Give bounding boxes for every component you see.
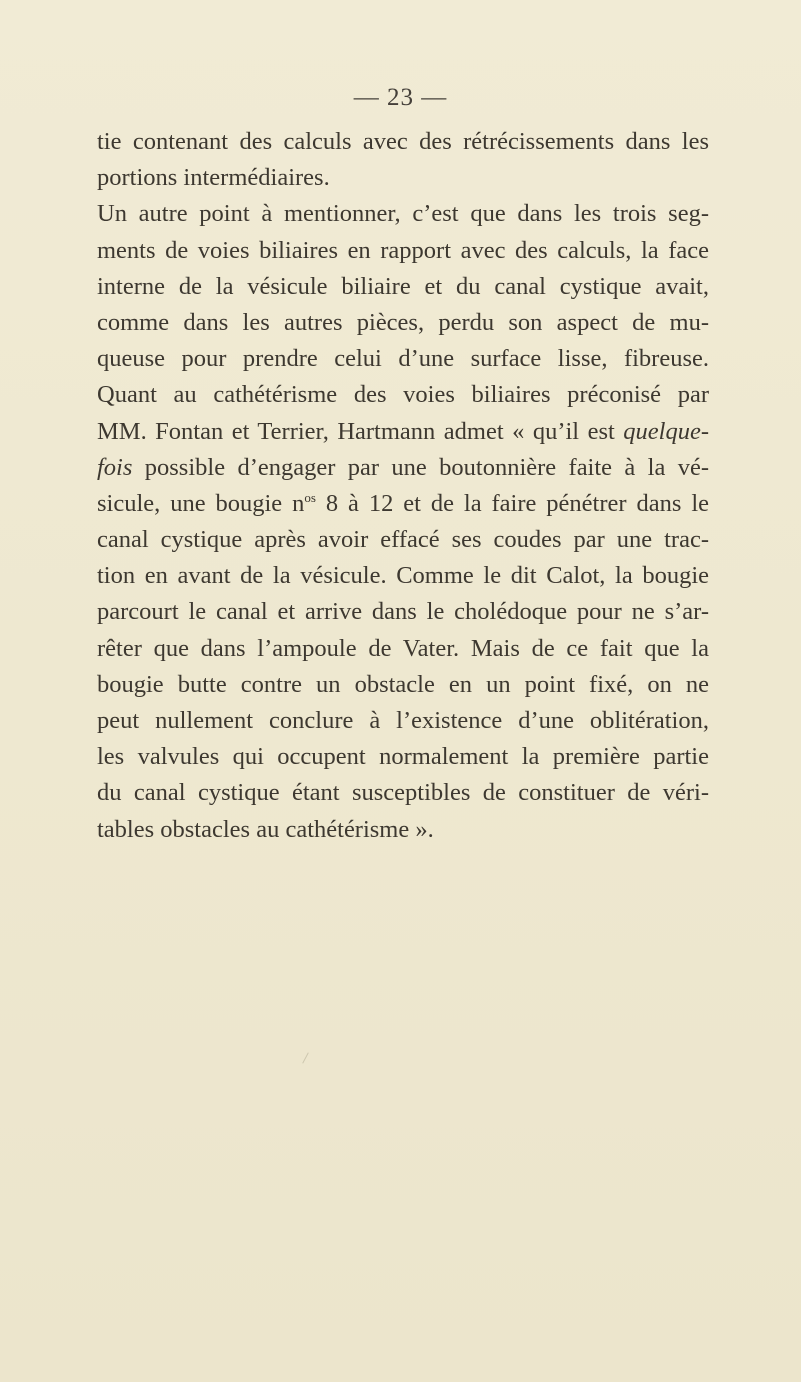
paper-mark — [302, 1052, 309, 1063]
italic-text: quelque- — [623, 417, 709, 445]
text-line: bougie butte contre un obstacle en un point fixé, on ne — [97, 670, 709, 698]
text-line: rêter que dans l’ampoule de Vater. Mais de ce fait que la — [97, 634, 709, 662]
italic-text: fois — [97, 453, 133, 481]
text-line: peut nullement conclure à l’existence d’une oblitération, — [97, 707, 709, 734]
text-line: tables obstacles au cathétérisme ». — [97, 815, 434, 843]
text-line: interne de la vésicule biliaire et du canal cystique avait, — [97, 272, 709, 300]
superscript: os — [304, 489, 316, 505]
text-line: du canal cystique étant susceptibles de constituer de véri- — [97, 779, 709, 807]
text-line: parcourt le canal et arrive dans le cholédoque pour ne s’ar- — [97, 598, 709, 626]
body-text — [97, 124, 709, 848]
text-line: portions intermédiaires. — [97, 164, 330, 192]
text-line: tion en avant de la vésicule. Comme le dit Calot, la bougie — [97, 562, 709, 590]
page-number: — 23 — — [353, 84, 448, 111]
text-segment: sicule, une bougie n — [97, 489, 305, 517]
text-line: canal cystique après avoir effacé ses coudes par une trac- — [97, 526, 709, 554]
text-segment: 8 à 12 et de la faire pénétrer dans le — [315, 489, 709, 517]
text-line: ments de voies biliaires en rapport avec des calculs, la face — [97, 236, 709, 264]
text-line — [97, 486, 709, 522]
text-line — [97, 414, 709, 450]
text-line: tie contenant des calculs avec des rétrécissements dans les — [97, 128, 709, 155]
text-line: queuse pour prendre celui d’une surface lisse, fibreuse. — [97, 345, 709, 373]
text-line: Quant au cathétérisme des voies biliaires préconisé par — [97, 381, 709, 409]
text-segment: possible d’engager par une boutonnière faite à la vé- — [132, 453, 709, 481]
text-line: Un autre point à mentionner, c’est que dans les trois seg- — [97, 200, 709, 228]
text-line: comme dans les autres pièces, perdu son aspect de mu- — [97, 308, 709, 336]
text-line: les valvules qui occupent normalement la première partie — [97, 743, 709, 771]
text-line — [97, 450, 709, 486]
text-segment: MM. Fontan et Terrier, Hartmann admet « qu’il est — [97, 417, 624, 445]
